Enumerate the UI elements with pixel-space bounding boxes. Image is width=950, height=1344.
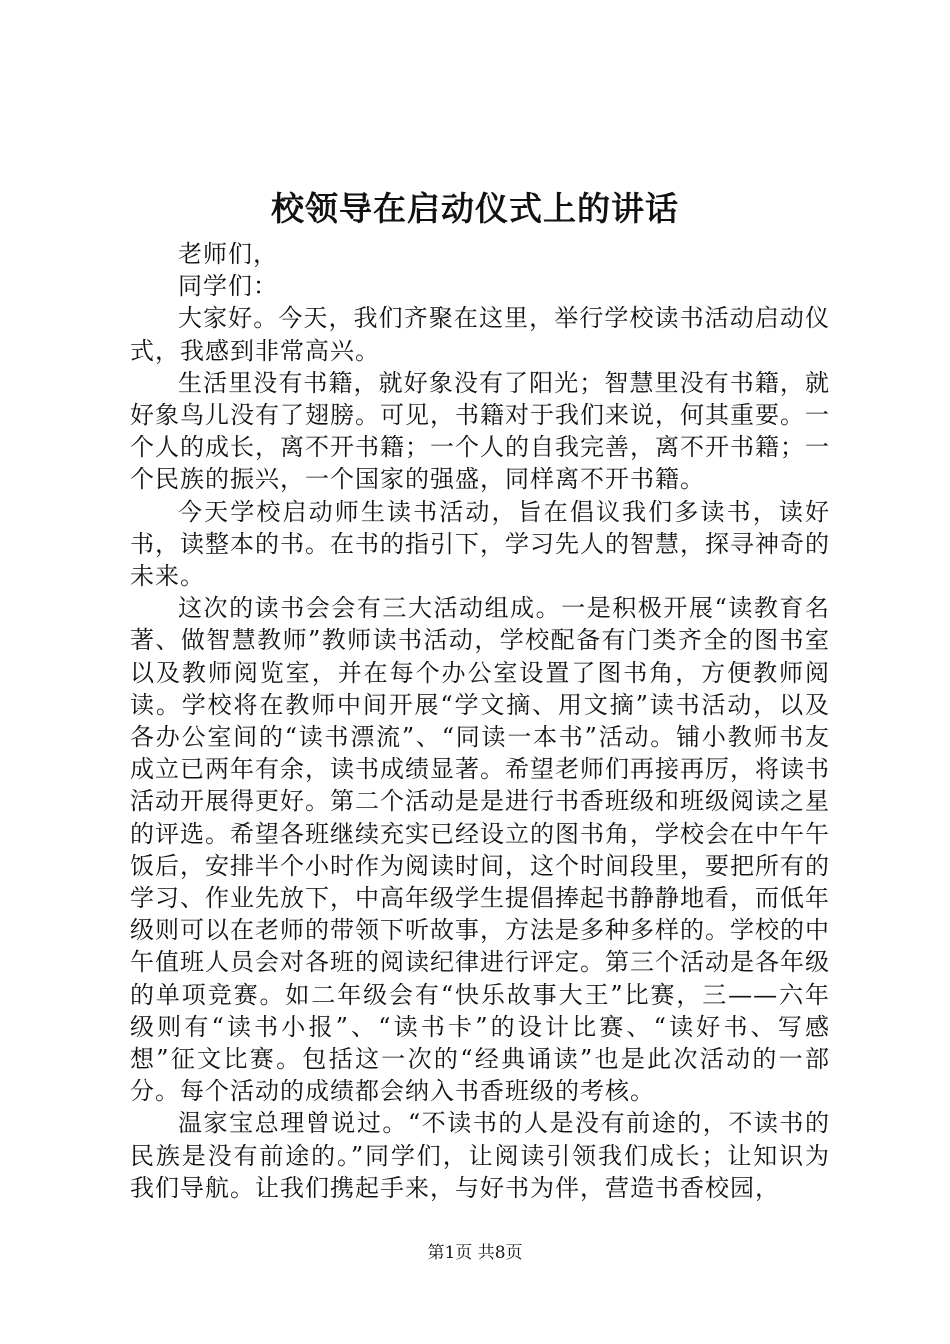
document-title: 校领导在启动仪式上的讲话 (271, 189, 679, 228)
page-footer: 第1页 共8页 (427, 1243, 523, 1263)
paragraph: 大家好。今天，我们齐聚在这里，举行学校读书活动启动仪式，我感到非常高兴。 (130, 304, 830, 365)
paragraph: 今天学校启动师生读书活动，旨在倡议我们多读书，读好书，读整本的书。在书的指引下，学习先人的智慧，探寻神奇的未来。 (130, 497, 830, 591)
salutation-teachers: 老师们， (178, 240, 278, 268)
salutation-students: 同学们： (178, 272, 278, 301)
paragraph: 这次的读书会会有三大活动组成。一是积极开展“读教育名著、做智慧教师”教师读书活动，学校配备有门类齐全的图书室以及教师阅览室，并在每个办公室设置了图书角，方便教师阅读。学校将在教师中间开展“学文摘、用文摘”读书活动，以及各办公室间的“读书漂流”、“同读一本书”活动。铺小教师书友成立已两年有余，读书成绩显著。希望老师们再接再厉，将读书活动开展得更好。第二个活动是是进行书香班级和班级阅读之星的评选。希望各班继续充实已经设立的图书角，学校会在中午午饭后，安排半个小时作为阅读时间，这个时间段里，要把所有的学习、作业先放下，中高年级学生提倡捧起书静静地看，而低年级则可以在老师的带领下听故事，方法是多种多样的。学校的中午值班人员会对各班的阅读纪律进行评定。第三个活动是各年级的单项竞赛。如二年级会有“快乐故事大王”比赛，三——六年级则有“读书小报”、“读书卡”的设计比赛、“读好书、写感想”征文比赛。包括这一次的“经典诵读”也是此次活动的一部分。每个活动的成绩都会纳入书香班级的考核。 (130, 594, 830, 1106)
paragraph: 生活里没有书籍，就好象没有了阳光；智慧里没有书籍，就好象鸟儿没有了翅膀。可见，书籍对于我们来说，何其重要。一个人的成长，离不开书籍；一个人的自我完善，离不开书籍；一个民族的振兴，一个国家的强盛，同样离不开书籍。 (130, 368, 830, 494)
document-body (130, 238, 830, 1204)
paragraph: 温家宝总理曾说过。“不读书的人是没有前途的，不读书的民族是没有前途的。”同学们，让阅读引领我们成长；让知识为我们导航。让我们携起手来，与好书为伴，营造书香校园， (130, 1109, 830, 1202)
